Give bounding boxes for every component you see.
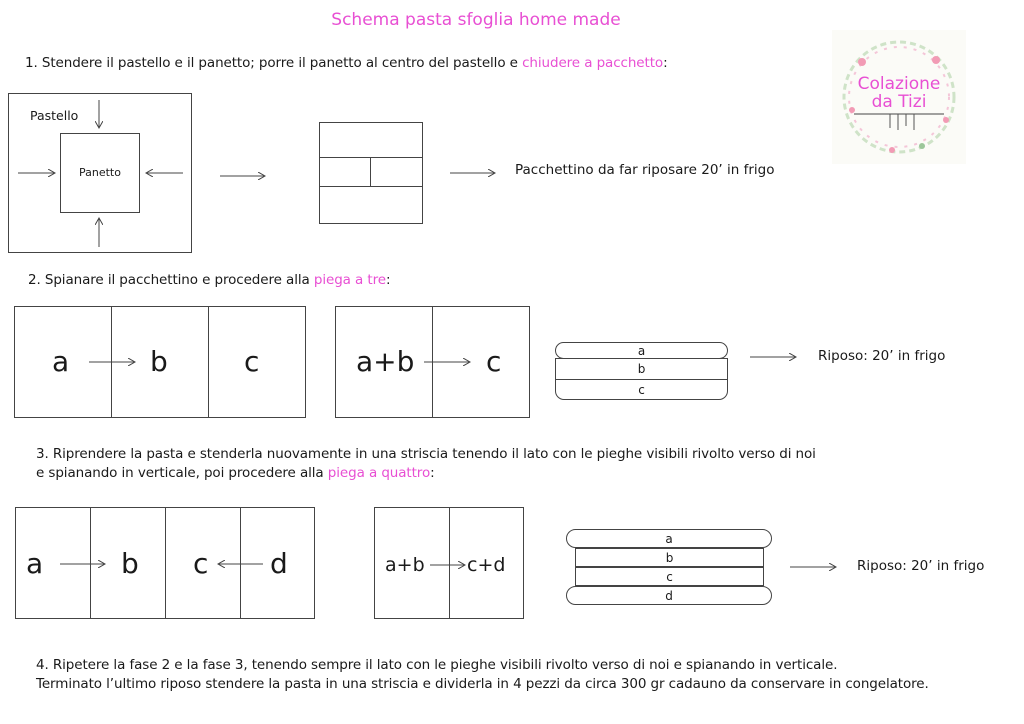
- layer-label: b: [665, 550, 674, 565]
- panel-label-ab: a+b: [385, 554, 425, 576]
- step2-text: 2. Spianare il pacchettino e procedere alla: [28, 272, 314, 288]
- layer-label: b: [637, 362, 646, 376]
- pastello-label: Pastello: [30, 108, 79, 123]
- panel-label-c-merged: c: [486, 345, 502, 378]
- step3-text: e spianando in verticale, poi procedere alla: [36, 465, 328, 481]
- step3-text-end: :: [430, 465, 435, 481]
- panel-label-a: a: [52, 345, 70, 378]
- step3-instruction-line1: 3. Riprendere la pasta e stenderla nuovamente in una striscia tenendo il lato con le pieghe visibili rivolto verso di noi: [36, 446, 816, 462]
- layer-label: c: [638, 382, 645, 397]
- layer-label: a: [665, 531, 673, 546]
- step4-instruction-line1: 4. Ripetere la fase 2 e la fase 3, tenendo sempre il lato con le pieghe visibili rivolto verso di noi e spianando in verticale.: [36, 657, 838, 673]
- logo-text-line2: da Tizi: [871, 92, 927, 112]
- step3-rest: Riposo: 20’ in frigo: [857, 558, 985, 574]
- step4-instruction-line2: Terminato l’ultimo riposo stendere la pasta in una striscia e dividerla in 4 pezzi da circa 300 gr cadauno da conservare in congelatore.: [36, 676, 929, 692]
- panel-label-c: c: [244, 345, 260, 378]
- panel-label-b: b: [121, 547, 139, 580]
- panel-label-b: b: [150, 345, 168, 378]
- step3-highlight: piega a quattro: [327, 465, 431, 481]
- step2-highlight: piega a tre: [313, 272, 386, 288]
- panel-label-d: d: [270, 547, 288, 580]
- step1-text-end: :: [663, 55, 668, 71]
- step2-rest: Riposo: 20’ in frigo: [818, 348, 946, 364]
- layer-label: a: [637, 343, 646, 358]
- layer-label: d: [665, 588, 673, 603]
- step1-highlight: chiudere a pacchetto: [522, 55, 664, 71]
- step1-text: 1. Stendere il pastello e il panetto; porre il panetto al centro del pastello e: [25, 55, 523, 71]
- layer-label: c: [666, 569, 673, 584]
- step1-result: Pacchettino da far riposare 20’ in frigo: [515, 162, 775, 178]
- step2-text-end: :: [385, 272, 391, 288]
- panel-label-a: a: [26, 547, 44, 580]
- panel-label-c: c: [193, 547, 209, 580]
- panetto-label: Panetto: [79, 166, 121, 179]
- panel-label-ab: a+b: [356, 345, 415, 378]
- page-title: Schema pasta sfoglia home made: [331, 10, 621, 30]
- panel-label-cd: c+d: [467, 554, 506, 576]
- logo-text-line1: Colazione: [857, 74, 941, 94]
